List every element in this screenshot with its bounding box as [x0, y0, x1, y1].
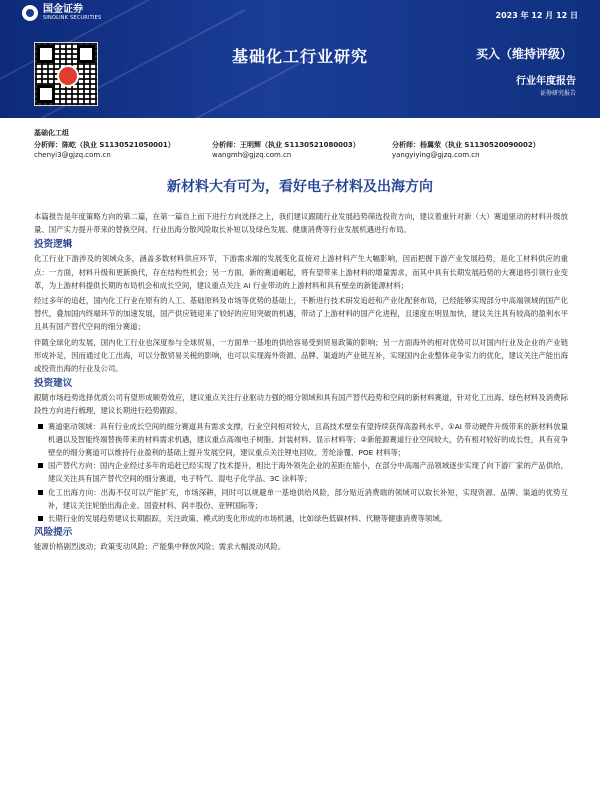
- company-logo: [22, 4, 101, 21]
- report-date: 2023 年 12 月 12 日: [495, 11, 578, 20]
- section-heading-advice: 投资建议: [34, 378, 73, 390]
- risk-paragraph: 能源价格剧烈波动；政策变动风险；产能集中释放风险；需求大幅波动风险。: [34, 542, 286, 552]
- intro-paragraph: 本篇报告是年度策略方向的第二篇，在第一篇自上而下进行方向选择之上，我们建议跟随行业发展趋势筛选投资方向，建议着重针对新（大）赛道驱动的材料升级放量、国产实力提升带来的替换空间、行业出海分散风险取长补短以及绿色发展、健康消费等行业发展机遇进行布局。: [34, 212, 568, 235]
- analyst-email[interactable]: wangmh@gjzq.com.cn: [212, 151, 292, 159]
- rating-badge: 买入（维持评级）: [475, 47, 572, 61]
- advice-intro: 跟随市场趋势选择优质公司有望形成顺势效应，建议重点关注行业驱动力强的细分领域和具有国产替代趋势和空间的新材料赛道，针对化工出海、绿色材料及消费际段性方向进行梳理，建议长期进行趋势跟踪。: [34, 393, 568, 416]
- logo-english-name: SINOLINK SECURITIES: [43, 15, 102, 21]
- team-name: 基础化工组: [34, 129, 69, 137]
- sinolink-logo-icon: [22, 5, 38, 21]
- report-category: 证券研究报告: [539, 90, 576, 97]
- report-type: 行业年度报告: [516, 76, 576, 87]
- section-heading-logic: 投资逻辑: [34, 239, 73, 251]
- analyst-label: 分析师：陈屹（执业 S1130521050001）: [34, 141, 175, 149]
- advice-item: 化工出海方向：出海不仅可以产能扩充，市场深耕，同时可以规避单一基地供给风险，部分贴近消费端的领域可以取长补短，实现资源、品牌、渠道的优势互补，建议关注轮胎出海企业、国瓷材料、润丰股份、亚钾国际等；: [48, 486, 568, 512]
- report-title: 基础化工行业研究: [231, 47, 368, 66]
- analyst-label: 分析师：王明辉（执业 S1130521080003）: [212, 141, 360, 149]
- logic-paragraph: 经过多年的追赶，国内化工行业在原有的人工、基础原料及市场等优势的基础上，不断进行技术研发追赶和产业化配套布局，已经能够实现部分中高端领域的国产化替代，叠加国内终端环节的加速发展，国产供应链迎来了较好的应用突破的机遇，带动了上游材料的国产化进程，且速度在明显加快，建议关注具有较高的盈利水平且具有国产替代空间的细分赛道；: [34, 296, 568, 332]
- logo-chinese-name: 国金证券: [43, 4, 83, 15]
- advice-list: [34, 420, 568, 526]
- analyst-email[interactable]: chenyi3@gjzq.com.cn: [34, 151, 111, 159]
- logic-paragraph: 化工行业下游涉及的领域众多，涵盖多数材料供应环节，下游需求端的发展变化直接对上游材料产生大幅影响，因而把握下游产业发展趋势，是化工材料供应的重点：一方面，材料升级和更新换代，存在结构性机会；另一方面，新的赛道崛起，将有望带来上游材料的增量需求，而其中具有长期发展趋势的大赛道将引领行业变革，为上游材料提供长期的布局机会和成长空间，建议重点关注 AI 行业带动的上游材料和具有壁垒的新能源材料；: [34, 254, 568, 290]
- section-heading-risk: 风险提示: [34, 527, 73, 539]
- advice-item: 长期行业的发展趋势建议长期跟踪，关注政策、模式的变化形成的市场机遇，比如绿色低碳材料、代糖等健康消费等领域。: [48, 512, 568, 525]
- advice-item: 赛道驱动领域：具有行业成长空间的细分赛道具有需求支撑，行业空间相对较大，且高技术壁垒有望持续获得高盈利水平。①AI 带动硬件升级带来的新材料放量机遇以及智能终端替换带来的材料需求机遇，建议重点高端电子树脂、封装材料、显示材料等；②新能源赛道行业空间较大，仍有相对较好的成长性，具有竞争壁垒的细分赛道可以维持行业盈利的基础上提升发展空间，建议重点关注锂电回收、芳纶涂覆、POE 材料等；: [48, 420, 568, 460]
- analyst-item: [212, 140, 360, 160]
- logic-paragraph: 伴随全球化的发展，国内化工行业也深度参与全球贸易，一方面单一基地的供给容易受到贸易政策的影响；另一方面海外的相对优势可以对国内行业及企业的产业链形成补足，因而通过化工出海，可以分散贸易关税的影响，也可以实现海外资源、品牌、渠道的产业链互补，实现国内企业整体竞争实力的优化，建议关注产能出海或投资出海的行业及公司。: [34, 337, 568, 374]
- report-body: [34, 210, 568, 555]
- advice-item: 国产替代方向：国内企业经过多年的追赶已经实现了技术提升，相比于海外领先企业的差距在缩小，在部分中高端产品领域逐步实现了向下游厂家的产品供给，建议关注具有国产替代空间的细分赛道，电子特气、湿电子化学品、3C 涂料等；: [48, 459, 568, 485]
- analyst-email[interactable]: yangyiying@gjzq.com.cn: [392, 151, 480, 159]
- report-header: [0, 0, 600, 118]
- main-title: 新材料大有可为，看好电子材料及出海方向: [167, 179, 433, 195]
- analyst-item: [34, 140, 175, 160]
- analyst-label: 分析师：杨翼荥（执业 S1130520090002）: [392, 141, 540, 149]
- analyst-item: [392, 140, 540, 160]
